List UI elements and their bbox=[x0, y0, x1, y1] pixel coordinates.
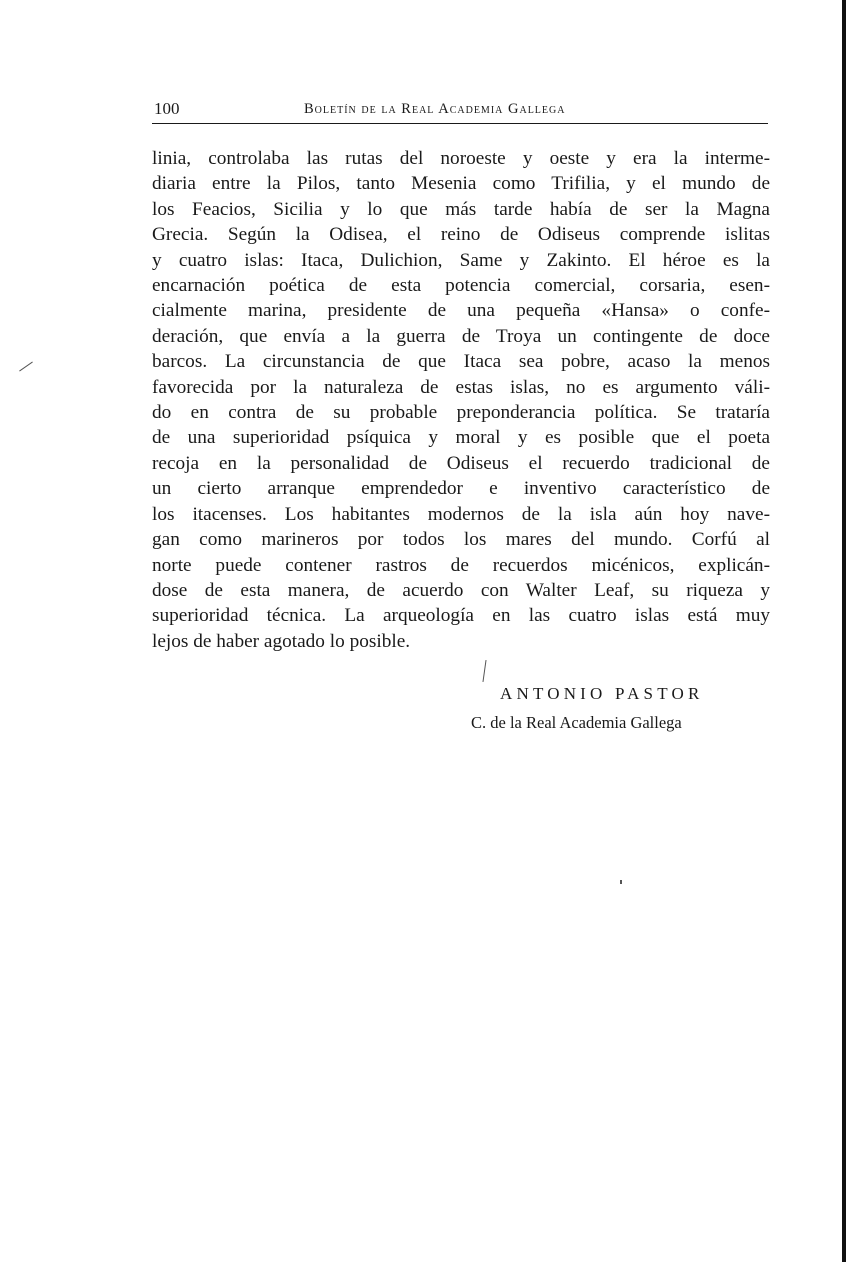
text-line: dose de esta manera, de acuerdo con Walter Leaf, su riqueza y bbox=[152, 579, 770, 601]
text-line: los Feacios, Sicilia y lo que más tarde había de ser la Magna bbox=[152, 198, 770, 220]
page-edge-shadow bbox=[842, 0, 846, 1262]
running-title: Boletín de la Real Academia Gallega bbox=[304, 101, 566, 117]
text-line: norte puede contener rastros de recuerdos micénicos, explicán- bbox=[152, 554, 770, 576]
body-text bbox=[152, 146, 770, 654]
text-line-last: lejos de haber agotado lo posible. bbox=[152, 630, 411, 652]
scan-mark bbox=[620, 880, 622, 884]
page-header bbox=[152, 99, 768, 124]
text-line: linia, controlaba las rutas del noroeste y oeste y era la interme- bbox=[152, 148, 770, 169]
author-signature: ANTONIO PASTOR bbox=[500, 684, 704, 703]
text-line: de una superioridad psíquica y moral y es posible que el poeta bbox=[152, 427, 770, 449]
text-line: encarnación poética de esta potencia comercial, corsaria, esen- bbox=[152, 275, 770, 297]
page-number: 100 bbox=[154, 99, 180, 118]
text-line: cialmente marina, presidente de una pequeña «Hansa» o confe- bbox=[152, 300, 770, 322]
text-line: y cuatro islas: Itaca, Dulichion, Same y Zakinto. El héroe es la bbox=[152, 249, 770, 271]
scan-mark bbox=[19, 362, 33, 372]
text-line: recoja en la personalidad de Odiseus el recuerdo tradicional de bbox=[152, 452, 770, 474]
text-line: diaria entre la Pilos, tanto Mesenia como Trifilia, y el mundo de bbox=[152, 173, 770, 195]
text-line: Grecia. Según la Odisea, el reino de Odiseus comprende islitas bbox=[152, 224, 770, 246]
text-line: superioridad técnica. La arqueología en las cuatro islas está muy bbox=[152, 605, 770, 627]
author-affiliation: C. de la Real Academia Gallega bbox=[471, 713, 682, 732]
text-line: do en contra de su probable preponderancia política. Se trataría bbox=[152, 402, 770, 424]
text-line: los itacenses. Los habitantes modernos de la isla aún hoy nave- bbox=[152, 503, 770, 525]
text-line: favorecida por la naturaleza de estas islas, no es argumento váli- bbox=[152, 376, 770, 398]
scan-mark bbox=[482, 660, 486, 682]
text-line: gan como marineros por todos los mares del mundo. Corfú al bbox=[152, 529, 770, 551]
text-line: deración, que envía a la guerra de Troya un contingente de doce bbox=[152, 325, 770, 347]
text-line: barcos. La circunstancia de que Itaca sea pobre, acaso la menos bbox=[152, 351, 770, 373]
text-line: un cierto arranque emprendedor e inventivo característico de bbox=[152, 478, 770, 500]
